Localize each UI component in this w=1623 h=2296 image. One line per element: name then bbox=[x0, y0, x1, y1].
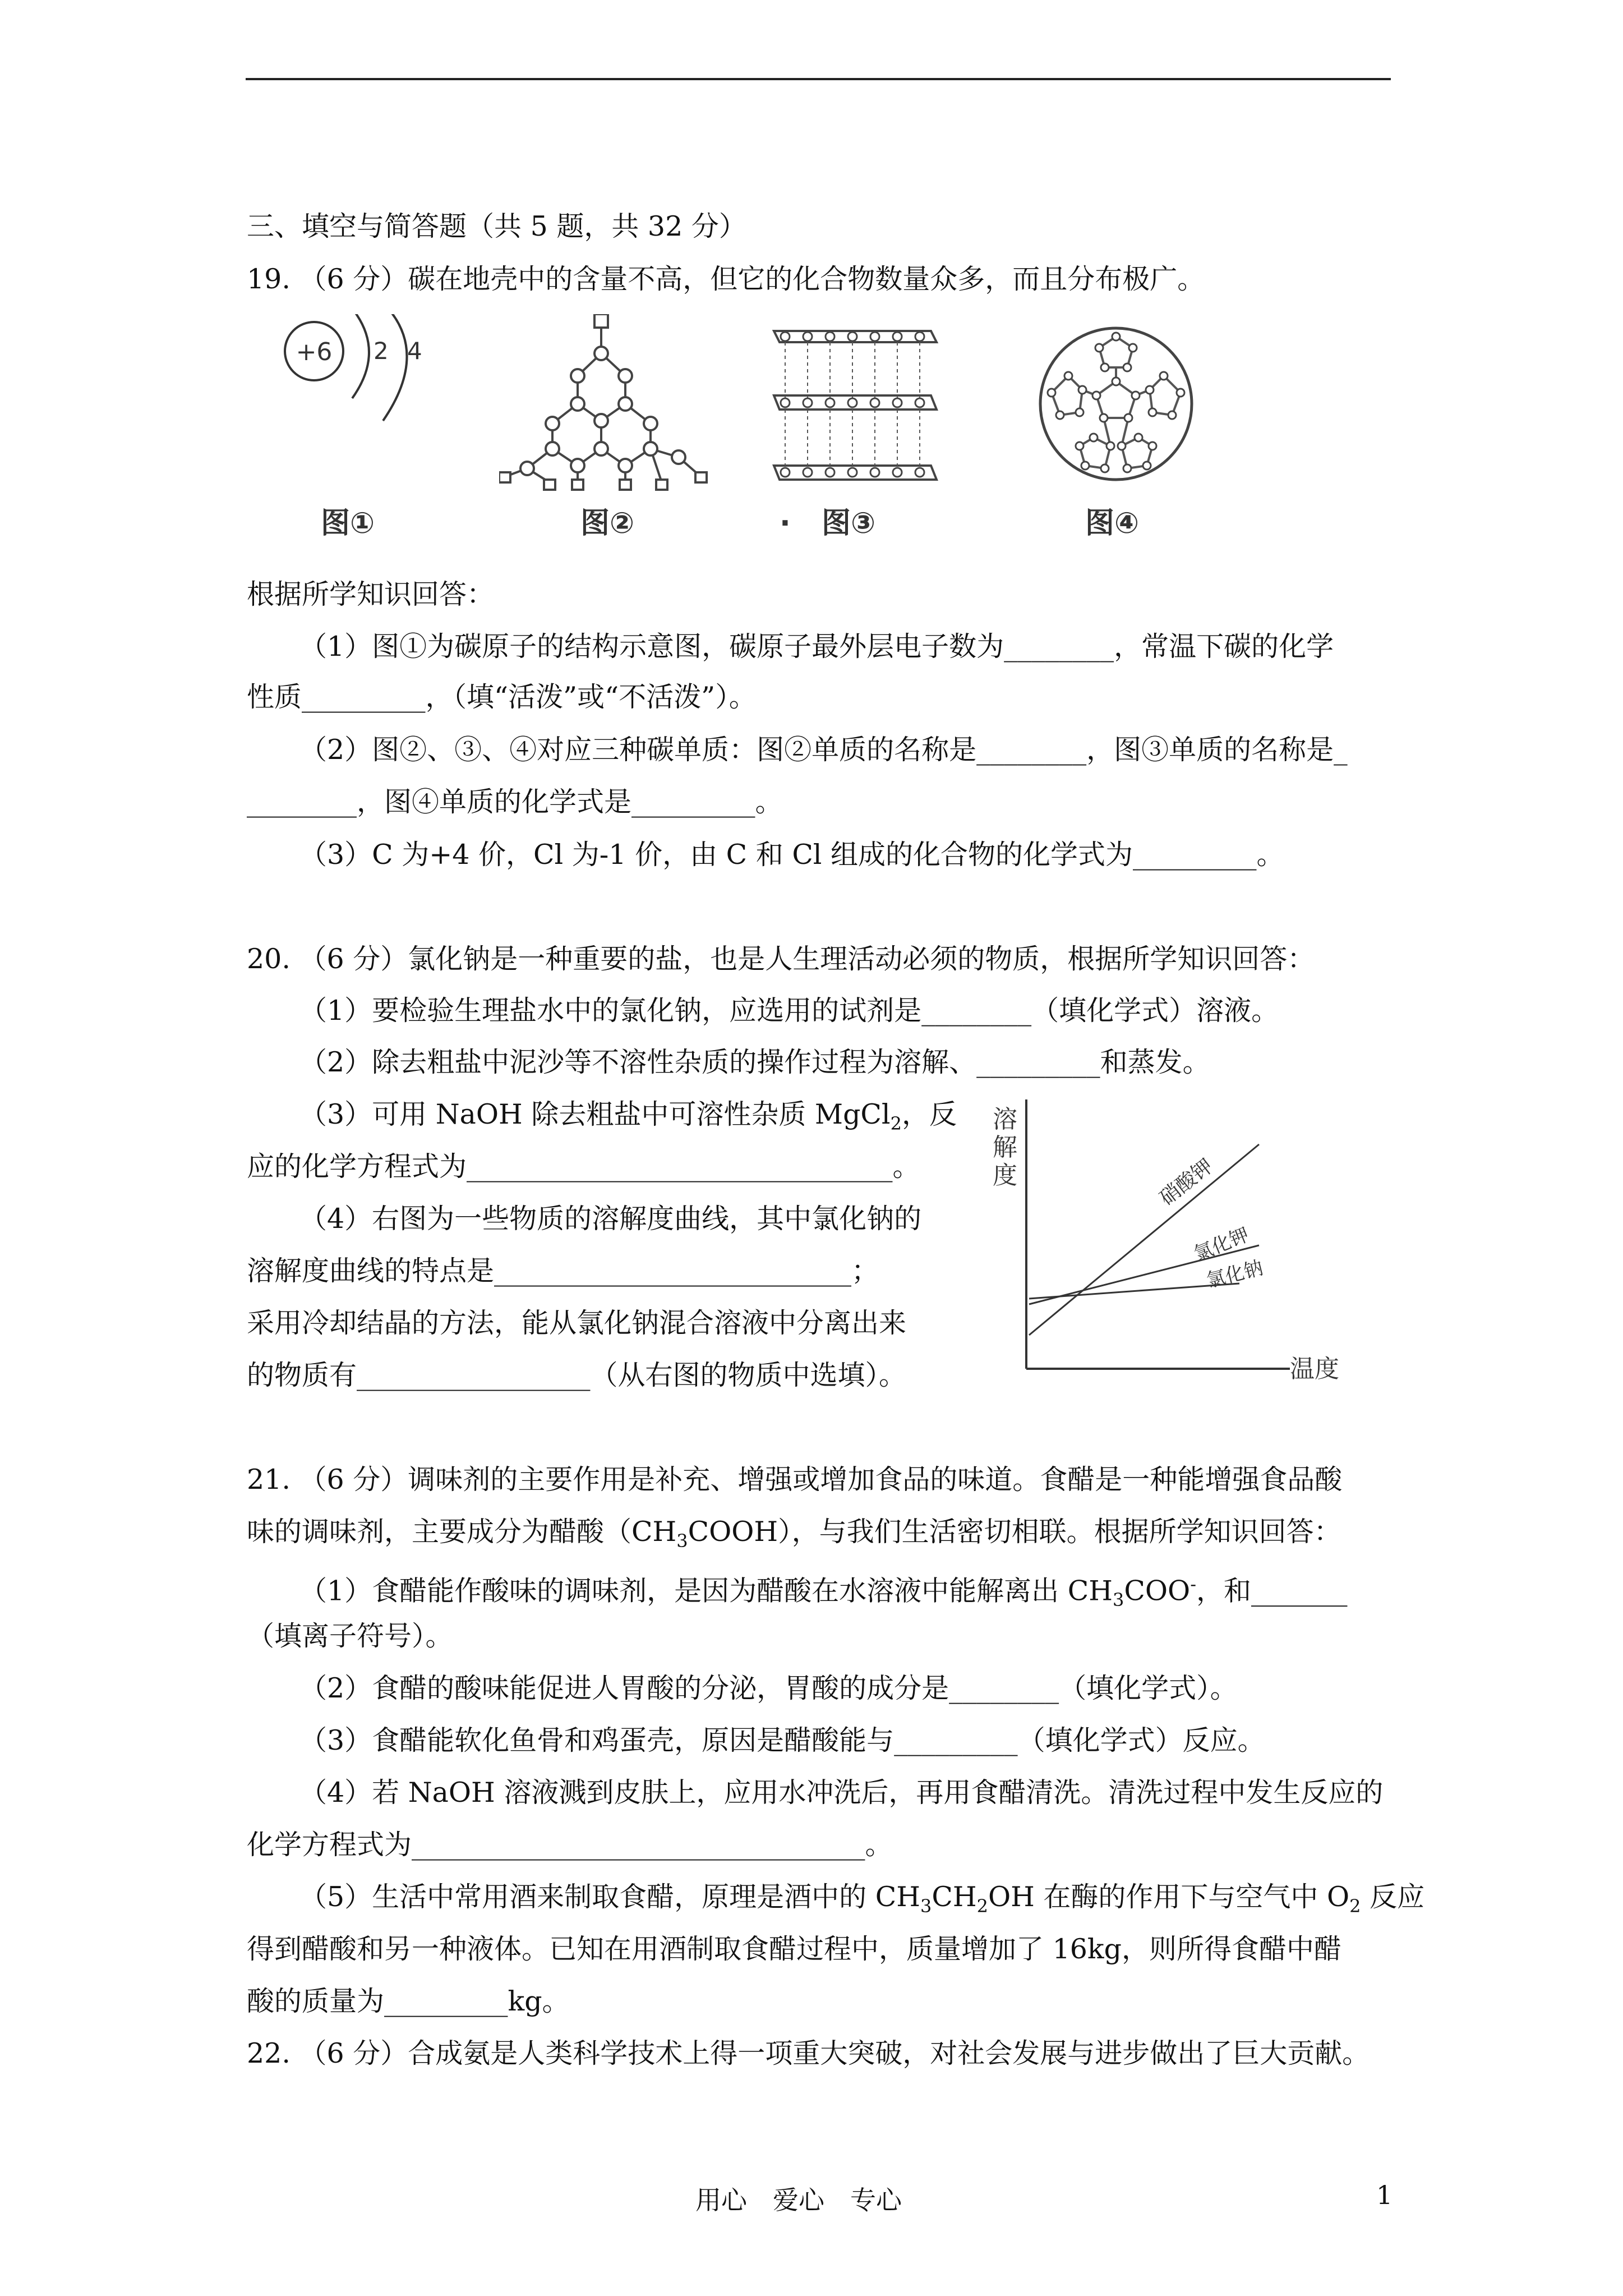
ylabel-char-3: 度 bbox=[993, 1161, 1017, 1190]
shell2-count: 4 bbox=[407, 337, 422, 365]
q19-part3: （3）C 为+4 价，Cl 为-1 价，由 C 和 Cl 组成的化合物的化学式为_________。 bbox=[299, 839, 1284, 871]
q20-part3-line1: （3）可用 NaOH 除去粗盐中可溶性杂质 MgCl$_2$，反 bbox=[299, 1098, 957, 1134]
q21-part1-line2: （填离子符号）。 bbox=[247, 1620, 453, 1652]
q20-part4-line3: 采用冷却结晶的方法，能从氯化钠混合溶液中分离出来 bbox=[247, 1307, 907, 1339]
q21-part5-line3: 酸的质量为_________kg。 bbox=[247, 1985, 570, 2017]
fullerene-structure-diagram bbox=[1032, 320, 1200, 488]
fig3-dot: . bbox=[780, 499, 791, 533]
q20-part4-line1: （4）右图为一些物质的溶解度曲线，其中氯化钠的 bbox=[299, 1203, 922, 1235]
q21-part5-line2: 得到醋酸和另一种液体。已知在用酒制取食醋过程中，质量增加了 16kg，则所得食醋中醋 bbox=[247, 1933, 1341, 1965]
q21-part2: （2）食醋的酸味能促进人胃酸的分泌，胃酸的成分是________（填化学式）。 bbox=[299, 1672, 1238, 1704]
q20-part4-line2: 溶解度曲线的特点是__________________________； bbox=[247, 1255, 879, 1287]
q20-part4-line4: 的物质有_________________（从右图的物质中选填）。 bbox=[247, 1359, 907, 1391]
section-title: 三、填空与简答题（共 5 题，共 32 分） bbox=[247, 210, 746, 242]
ylabel-char-2: 解 bbox=[993, 1133, 1017, 1162]
label-potassium-chloride: 氯化钾 bbox=[1191, 1223, 1252, 1266]
xlabel: 温度 bbox=[1290, 1355, 1339, 1383]
q19-part2-line1: （2）图②、③、④对应三种碳单质：图②单质的名称是________，图③单质的名称是_ bbox=[299, 734, 1348, 766]
q22-stem: 22. （6 分）合成氨是人类科学技术上得一项重大突破，对社会发展与进步做出了巨大贡献。 bbox=[247, 2037, 1370, 2069]
q19-intro: 根据所学知识回答： bbox=[247, 578, 495, 610]
q19-part2-line2: ________，图④单质的化学式是_________。 bbox=[247, 786, 783, 818]
q19-part1-line1: （1）图①为碳原子的结构示意图，碳原子最外层电子数为________，常温下碳的化学 bbox=[299, 631, 1334, 662]
q21-part4-line2: 化学方程式为_________________________________。 bbox=[247, 1829, 893, 1861]
page-footer: 用心 爱心 专心 bbox=[695, 2185, 902, 2215]
graphite-structure-diagram bbox=[763, 320, 948, 494]
q21-part3: （3）食醋能软化鱼骨和鸡蛋壳，原因是醋酸能与_________（填化学式）反应。 bbox=[299, 1724, 1265, 1756]
fig4-caption: 图④ bbox=[1085, 507, 1140, 540]
q21-stem-line1: 21. （6 分）调味剂的主要作用是补充、增强或增加食品的味道。食醋是一种能增强食品酸 bbox=[247, 1464, 1343, 1496]
q19-part1-line2: 性质_________，（填“活泼”或“不活泼”）。 bbox=[247, 681, 757, 713]
q21-part4-line1: （4）若 NaOH 溶液溅到皮肤上，应用水冲洗后，再用食醋清洗。清洗过程中发生反应的 bbox=[299, 1777, 1384, 1809]
q21-part5-line1: （5）生活中常用酒来制取食醋，原理是酒中的 $CH_3CH_2OH$ 在酶的作用下与空气中 $O_2$ 反应 bbox=[299, 1881, 1425, 1917]
q21-part1-line1: （1）食醋能作酸味的调味剂，是因为醋酸在水溶液中能解离出 $CH_3COO^-$，和_______ bbox=[299, 1573, 1348, 1611]
fig1-caption: 图① bbox=[321, 507, 375, 540]
nucleus-label: +6 bbox=[296, 338, 333, 366]
fig3-caption: 图③ bbox=[822, 507, 876, 540]
diamond-structure-diagram bbox=[499, 314, 712, 494]
ylabel-char-1: 溶 bbox=[993, 1105, 1017, 1134]
solubility-curve-graph bbox=[987, 1094, 1380, 1386]
header-rule bbox=[246, 78, 1391, 80]
q21-stem-line2: 味的调味剂，主要成分为醋酸$(CH_3COOH)$，与我们生活密切相联。根据所学知识回答： bbox=[247, 1516, 1341, 1552]
q20-part1: （1）要检验生理盐水中的氯化钠，应选用的试剂是________（填化学式）溶液。 bbox=[299, 995, 1279, 1027]
label-potassium-nitrate: 硝酸钾 bbox=[1155, 1154, 1218, 1211]
q20-stem: 20. （6 分）氯化钠是一种重要的盐，也是人生理活动必须的物质，根据所学知识回答： bbox=[247, 943, 1315, 975]
carbon-atom-diagram bbox=[268, 314, 436, 499]
q20-part3-line2: 应的化学方程式为_______________________________。 bbox=[247, 1151, 920, 1182]
label-sodium-chloride: 氯化钠 bbox=[1204, 1257, 1266, 1292]
page-number: 1 bbox=[1376, 2180, 1393, 2210]
q19-stem: 19. （6 分）碳在地壳中的含量不高，但它的化合物数量众多，而且分布极广。 bbox=[247, 263, 1205, 295]
q20-part2: （2）除去粗盐中泥沙等不溶性杂质的操作过程为溶解、_________和蒸发。 bbox=[299, 1046, 1210, 1078]
fig2-caption: 图② bbox=[580, 507, 635, 540]
shell1-count: 2 bbox=[374, 337, 389, 365]
